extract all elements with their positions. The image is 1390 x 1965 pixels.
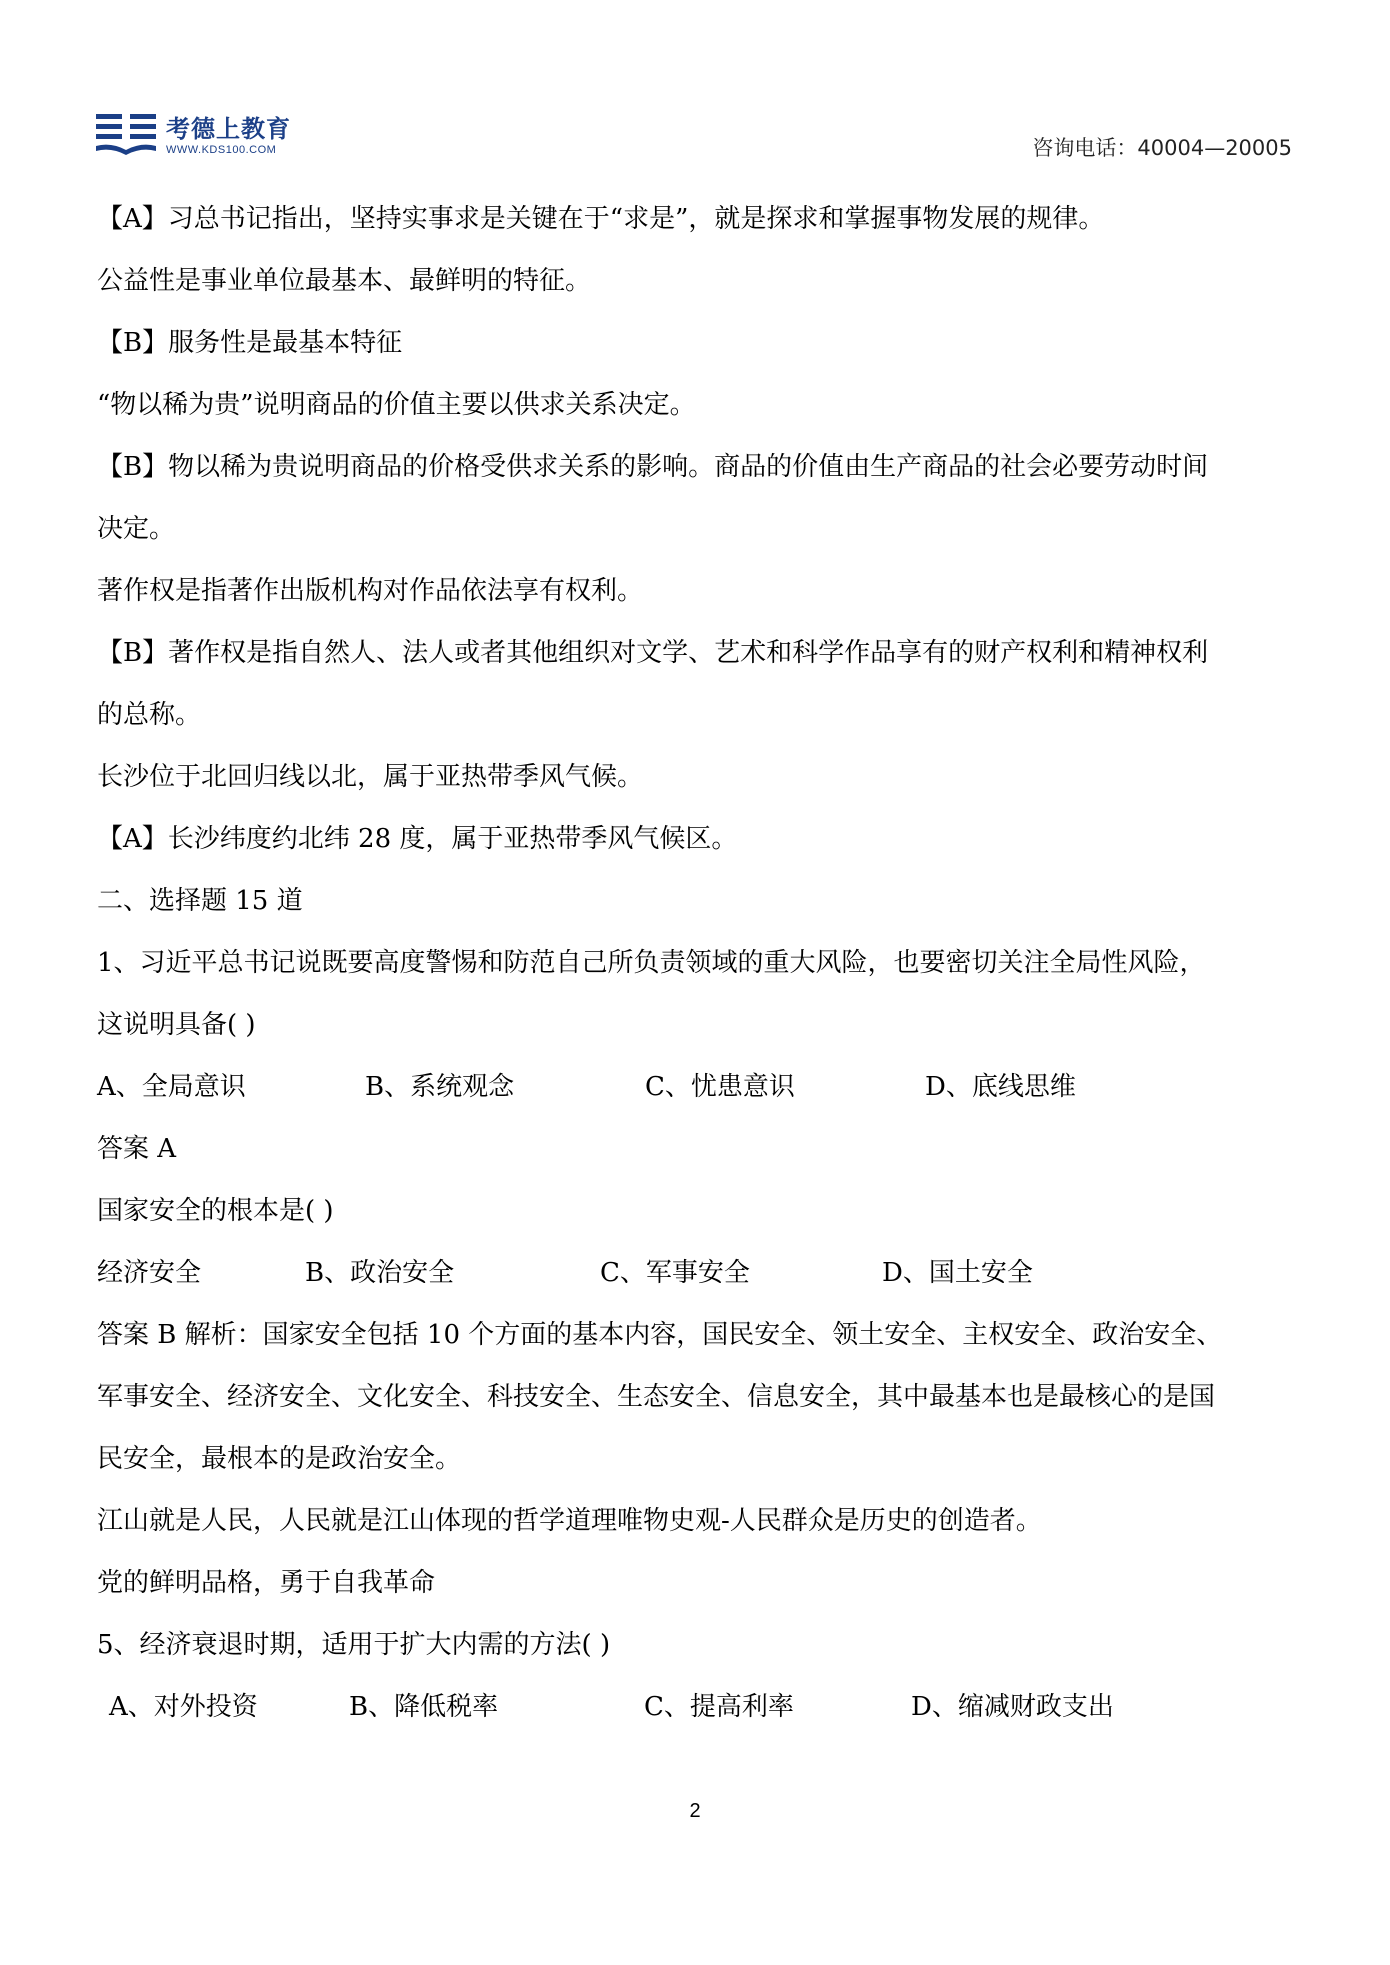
- text-line: 【A】习总书记指出，坚持实事求是关键在于“求是”，就是探求和掌握事物发展的规律。: [97, 204, 1105, 234]
- q2-option-b: B、政治安全: [305, 1258, 455, 1288]
- question-5: 5、经济衰退时期，适用于扩大内需的方法( ): [97, 1630, 611, 1660]
- text-line: 【A】长沙纬度约北纬 28 度，属于亚热带季风气候区。: [97, 824, 738, 854]
- q1-option-b: B、系统观念: [365, 1072, 515, 1102]
- text-line: 江山就是人民，人民就是江山体现的哲学道理唯物史观-人民群众是历史的创造者。: [97, 1506, 1042, 1536]
- page-number: 2: [689, 1800, 701, 1822]
- question-2: 国家安全的根本是( ): [97, 1196, 334, 1226]
- q1-answer: 答案 A: [97, 1134, 177, 1164]
- q1-option-d: D、底线思维: [925, 1072, 1076, 1102]
- q5-option-a: A、对外投资: [109, 1692, 258, 1722]
- q2-options: [97, 1242, 1297, 1304]
- text-line: 著作权是指著作出版机构对作品依法享有权利。: [97, 576, 644, 606]
- question-1: 1、习近平总书记说既要高度警惕和防范自己所负责领域的重大风险，也要密切关注全局性风险，: [97, 948, 1206, 978]
- q2-option-c: C、军事安全: [600, 1258, 750, 1288]
- text-line: 【B】著作权是指自然人、法人或者其他组织对文学、艺术和科学作品享有的财产权利和精神权利: [97, 638, 1209, 668]
- section-title: 二、选择题 15 道: [97, 886, 303, 916]
- text-line: 党的鲜明品格，勇于自我革命: [97, 1568, 436, 1598]
- q2-explanation: 军事安全、经济安全、文化安全、科技安全、生态安全、信息安全，其中最基本也是最核心的是国: [97, 1382, 1216, 1412]
- page-header: [96, 112, 1292, 168]
- text-line: 公益性是事业单位最基本、最鲜明的特征。: [97, 266, 592, 296]
- logo-name: 考德上教育: [166, 115, 291, 143]
- q2-option-d: D、国土安全: [882, 1258, 1033, 1288]
- text-line: 【B】物以稀为贵说明商品的价格受供求关系的影响。商品的价值由生产商品的社会必要劳动时间: [97, 452, 1209, 482]
- text-line: 【B】服务性是最基本特征: [97, 328, 403, 358]
- q2-explanation-cont: 民安全，最根本的是政治安全。: [97, 1444, 462, 1474]
- q2-option-a: 经济安全: [97, 1258, 202, 1288]
- book-logo-icon: [96, 112, 158, 160]
- q5-option-c: C、提高利率: [644, 1692, 794, 1722]
- text-line: 长沙位于北回归线以北，属于亚热带季风气候。: [97, 762, 644, 792]
- text-line: 的总称。: [97, 700, 202, 730]
- question-1-cont: 这说明具备( ): [97, 1010, 256, 1040]
- logo: [96, 112, 291, 160]
- q5-option-d: D、缩减财政支出: [911, 1692, 1114, 1722]
- document-body: [97, 188, 1297, 1738]
- q1-options: [97, 1056, 1297, 1118]
- q5-options: [97, 1676, 1297, 1738]
- q1-option-a: A、全局意识: [97, 1072, 246, 1102]
- q1-option-c: C、忧患意识: [645, 1072, 795, 1102]
- text-line: “物以稀为贵”说明商品的价值主要以供求关系决定。: [97, 390, 696, 420]
- hotline: 咨询电话：40004—20005: [1032, 136, 1292, 160]
- logo-url: WWW.KDS100.COM: [166, 144, 277, 156]
- q2-answer: 答案 B 解析：国家安全包括 10 个方面的基本内容，国民安全、领土安全、主权安全、政治安全、: [97, 1320, 1223, 1350]
- text-line: 决定。: [97, 514, 176, 544]
- q5-option-b: B、降低税率: [349, 1692, 499, 1722]
